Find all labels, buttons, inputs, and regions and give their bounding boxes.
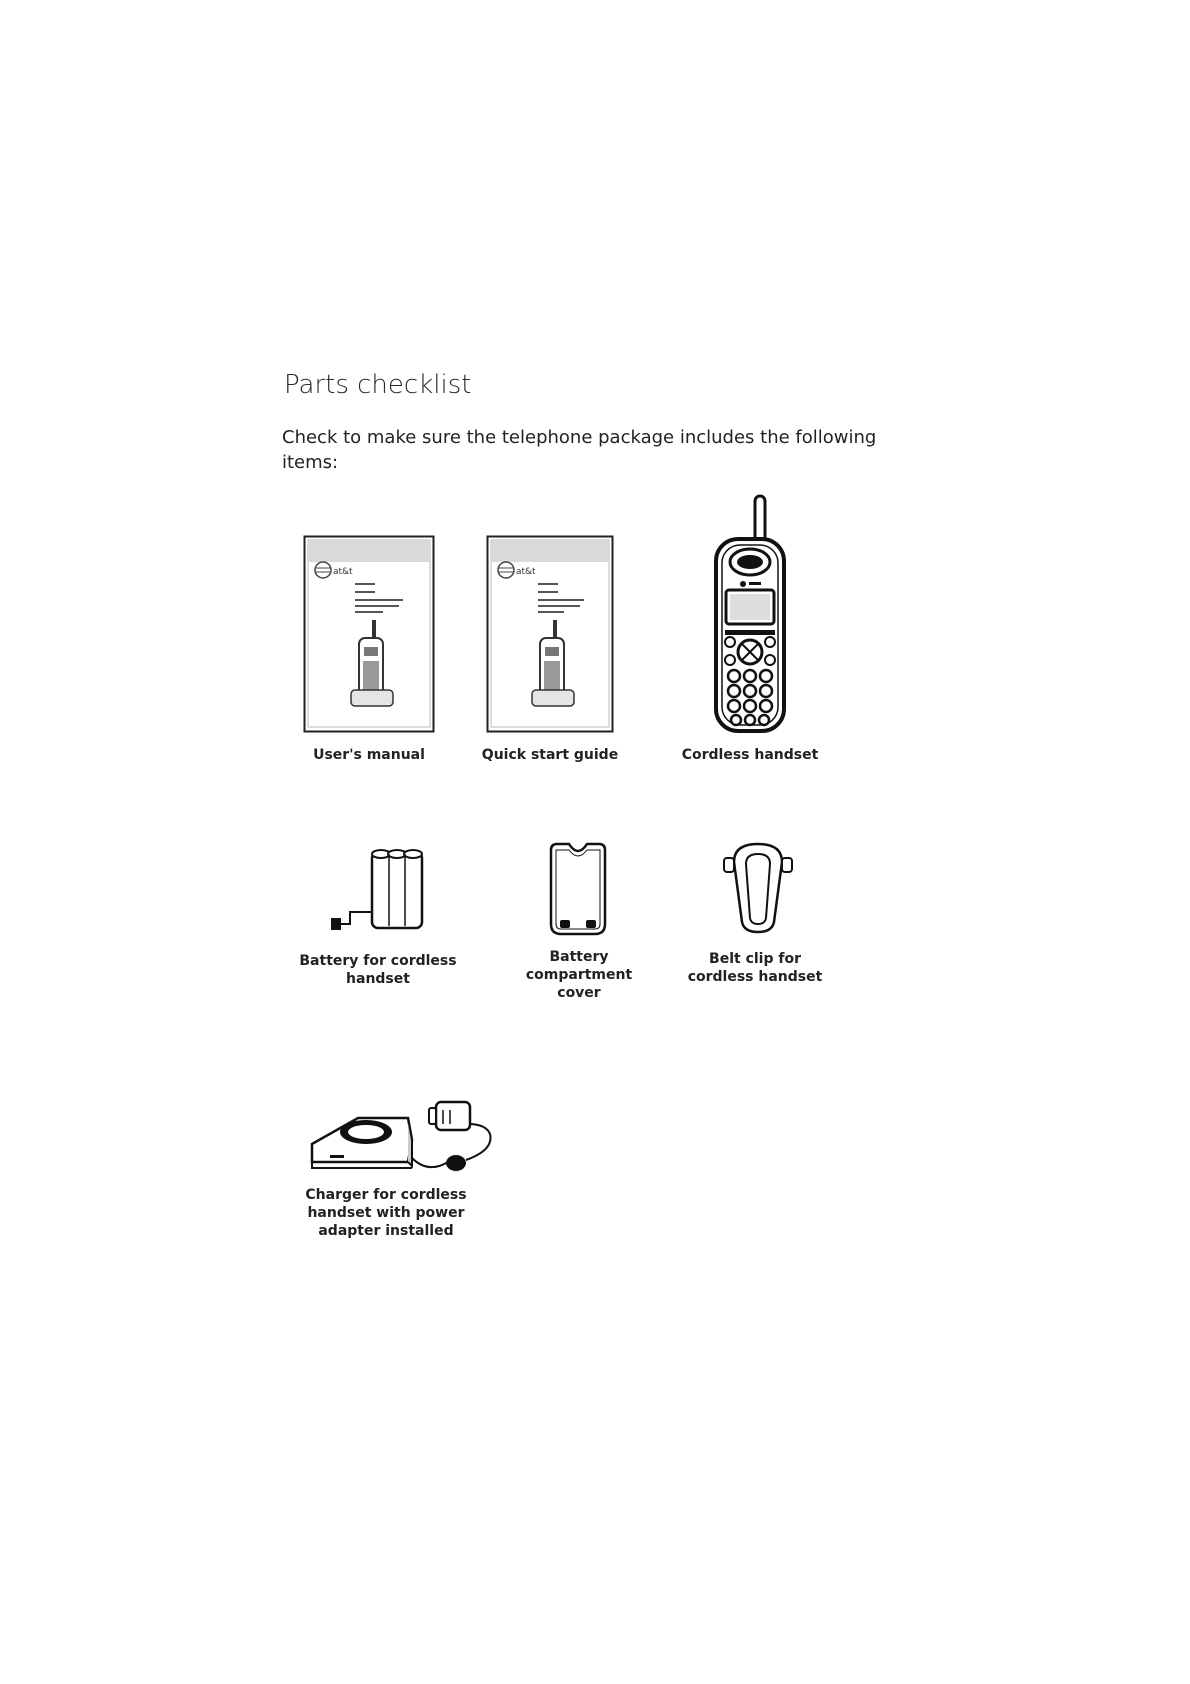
manual-icon — [303, 535, 435, 733]
charger-figure — [308, 1100, 498, 1190]
belt-clip-icon — [722, 840, 794, 936]
caption-battery-cover: Battery compartment cover — [525, 949, 633, 1001]
caption-belt-clip: Belt clip for cordless handset — [687, 951, 823, 985]
caption-battery: Battery for cordless handset — [299, 953, 457, 987]
belt-clip-figure — [722, 840, 794, 936]
caption-cordless-handset: Cordless handset — [681, 747, 819, 763]
battery-cover-figure — [547, 840, 609, 938]
quick-start-guide-figure — [486, 535, 614, 733]
caption-charger: Charger for cordless handset with power adapter installed — [305, 1187, 467, 1239]
caption-users-manual: User's manual — [313, 747, 425, 763]
users-manual-figure — [303, 535, 435, 733]
battery-figure — [328, 846, 424, 936]
battery-cover-icon — [547, 840, 609, 938]
handset-icon — [712, 494, 788, 734]
charger-icon — [308, 1100, 498, 1190]
cordless-handset-figure — [712, 494, 788, 734]
manual-icon — [486, 535, 614, 733]
intro-text: Check to make sure the telephone package includes the following items: — [282, 427, 877, 473]
manual-brand-text: at&t — [516, 567, 536, 577]
battery-icon — [328, 846, 424, 936]
manual-brand-text: at&t — [333, 567, 353, 577]
caption-quick-start-guide: Quick start guide — [481, 747, 619, 763]
page-title: Parts checklist — [284, 370, 472, 400]
